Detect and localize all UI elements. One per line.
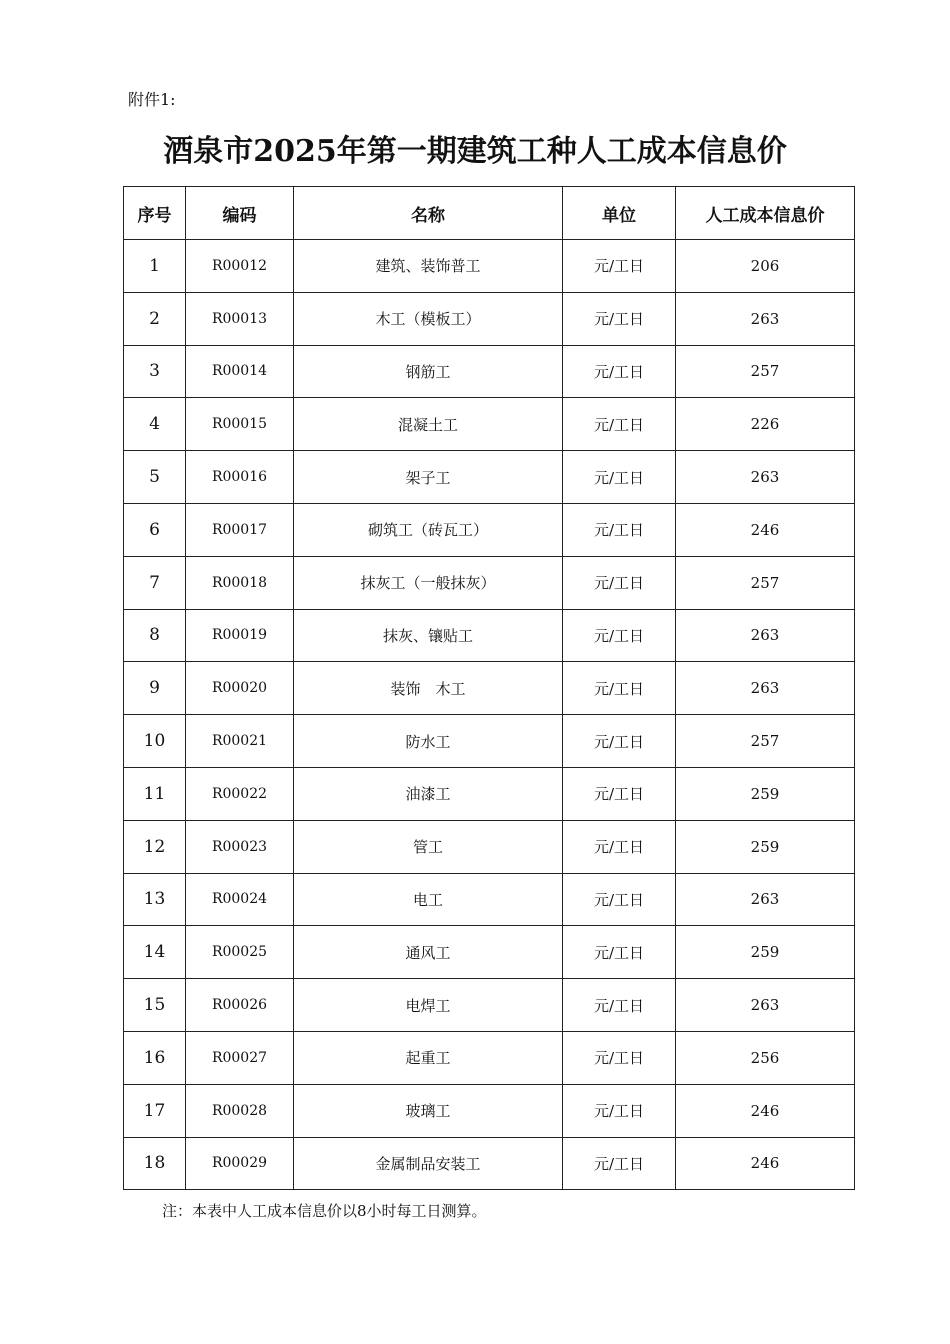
code-cell: R00012 [186,240,294,293]
name-cell: 抹灰工（一般抹灰） [294,556,563,609]
table-row [124,1137,855,1190]
unit-cell: 元/工日 [563,609,676,662]
name-cell: 架子工 [294,451,563,504]
name-cell: 砌筑工（砖瓦工） [294,503,563,556]
table-row [124,1084,855,1137]
unit-cell: 元/工日 [563,503,676,556]
price-cell: 246 [676,1137,855,1190]
unit-cell: 元/工日 [563,556,676,609]
code-cell: R00015 [186,398,294,451]
unit-cell: 元/工日 [563,1084,676,1137]
name-cell: 钢筋工 [294,345,563,398]
seq-cell: 5 [124,451,186,504]
table-row [124,662,855,715]
unit-cell: 元/工日 [563,1031,676,1084]
seq-cell: 13 [124,873,186,926]
table-row [124,240,855,293]
table-row [124,503,855,556]
header-seq: 序号 [124,187,186,240]
name-cell: 防水工 [294,715,563,768]
seq-cell: 10 [124,715,186,768]
unit-cell: 元/工日 [563,767,676,820]
header-price: 人工成本信息价 [676,187,855,240]
seq-cell: 15 [124,979,186,1032]
table-row [124,1031,855,1084]
table-row [124,398,855,451]
name-cell: 电焊工 [294,979,563,1032]
price-cell: 263 [676,609,855,662]
unit-cell: 元/工日 [563,345,676,398]
code-cell: R00013 [186,292,294,345]
seq-cell: 11 [124,767,186,820]
unit-cell: 元/工日 [563,662,676,715]
price-cell: 256 [676,1031,855,1084]
code-cell: R00021 [186,715,294,768]
name-cell: 管工 [294,820,563,873]
price-cell: 263 [676,662,855,715]
unit-cell: 元/工日 [563,292,676,345]
labor-cost-table [123,186,855,1190]
name-cell: 抹灰、镶贴工 [294,609,563,662]
code-cell: R00020 [186,662,294,715]
table-row [124,609,855,662]
price-cell: 259 [676,926,855,979]
price-cell: 257 [676,345,855,398]
table-row [124,556,855,609]
table-row [124,292,855,345]
code-cell: R00018 [186,556,294,609]
unit-cell: 元/工日 [563,398,676,451]
name-cell: 电工 [294,873,563,926]
seq-cell: 4 [124,398,186,451]
code-cell: R00017 [186,503,294,556]
table-row [124,715,855,768]
table-row [124,873,855,926]
name-cell: 建筑、装饰普工 [294,240,563,293]
table-note: 注：本表中人工成本信息价以8小时每工日测算。 [162,1202,487,1220]
seq-cell: 1 [124,240,186,293]
code-cell: R00027 [186,1031,294,1084]
unit-cell: 元/工日 [563,1137,676,1190]
price-cell: 259 [676,767,855,820]
price-cell: 263 [676,979,855,1032]
table-row [124,451,855,504]
name-cell: 玻璃工 [294,1084,563,1137]
seq-cell: 9 [124,662,186,715]
name-cell: 混凝土工 [294,398,563,451]
name-cell: 通风工 [294,926,563,979]
unit-cell: 元/工日 [563,240,676,293]
price-cell: 259 [676,820,855,873]
unit-cell: 元/工日 [563,926,676,979]
seq-cell: 18 [124,1137,186,1190]
price-cell: 226 [676,398,855,451]
name-cell: 金属制品安装工 [294,1137,563,1190]
code-cell: R00026 [186,979,294,1032]
code-cell: R00014 [186,345,294,398]
document-title: 酒泉市2025年第一期建筑工种人工成本信息价 [163,134,787,169]
code-cell: R00019 [186,609,294,662]
seq-cell: 14 [124,926,186,979]
table-header-row [124,187,855,240]
unit-cell: 元/工日 [563,873,676,926]
seq-cell: 2 [124,292,186,345]
attachment-label: 附件1: [128,90,176,109]
seq-cell: 16 [124,1031,186,1084]
seq-cell: 17 [124,1084,186,1137]
name-cell: 装饰 木工 [294,662,563,715]
unit-cell: 元/工日 [563,715,676,768]
price-cell: 246 [676,503,855,556]
table-row [124,979,855,1032]
code-cell: R00028 [186,1084,294,1137]
table-row [124,926,855,979]
code-cell: R00025 [186,926,294,979]
name-cell: 起重工 [294,1031,563,1084]
header-name: 名称 [294,187,563,240]
table-body [124,240,855,1190]
price-cell: 257 [676,715,855,768]
code-cell: R00023 [186,820,294,873]
unit-cell: 元/工日 [563,451,676,504]
unit-cell: 元/工日 [563,979,676,1032]
seq-cell: 6 [124,503,186,556]
unit-cell: 元/工日 [563,820,676,873]
price-cell: 263 [676,873,855,926]
price-cell: 257 [676,556,855,609]
price-cell: 246 [676,1084,855,1137]
seq-cell: 12 [124,820,186,873]
seq-cell: 7 [124,556,186,609]
name-cell: 油漆工 [294,767,563,820]
table-row [124,345,855,398]
seq-cell: 8 [124,609,186,662]
table-row [124,820,855,873]
table-row [124,767,855,820]
seq-cell: 3 [124,345,186,398]
price-cell: 263 [676,292,855,345]
header-code: 编码 [186,187,294,240]
price-cell: 263 [676,451,855,504]
code-cell: R00022 [186,767,294,820]
code-cell: R00029 [186,1137,294,1190]
code-cell: R00024 [186,873,294,926]
code-cell: R00016 [186,451,294,504]
name-cell: 木工（模板工） [294,292,563,345]
price-cell: 206 [676,240,855,293]
header-unit: 单位 [563,187,676,240]
